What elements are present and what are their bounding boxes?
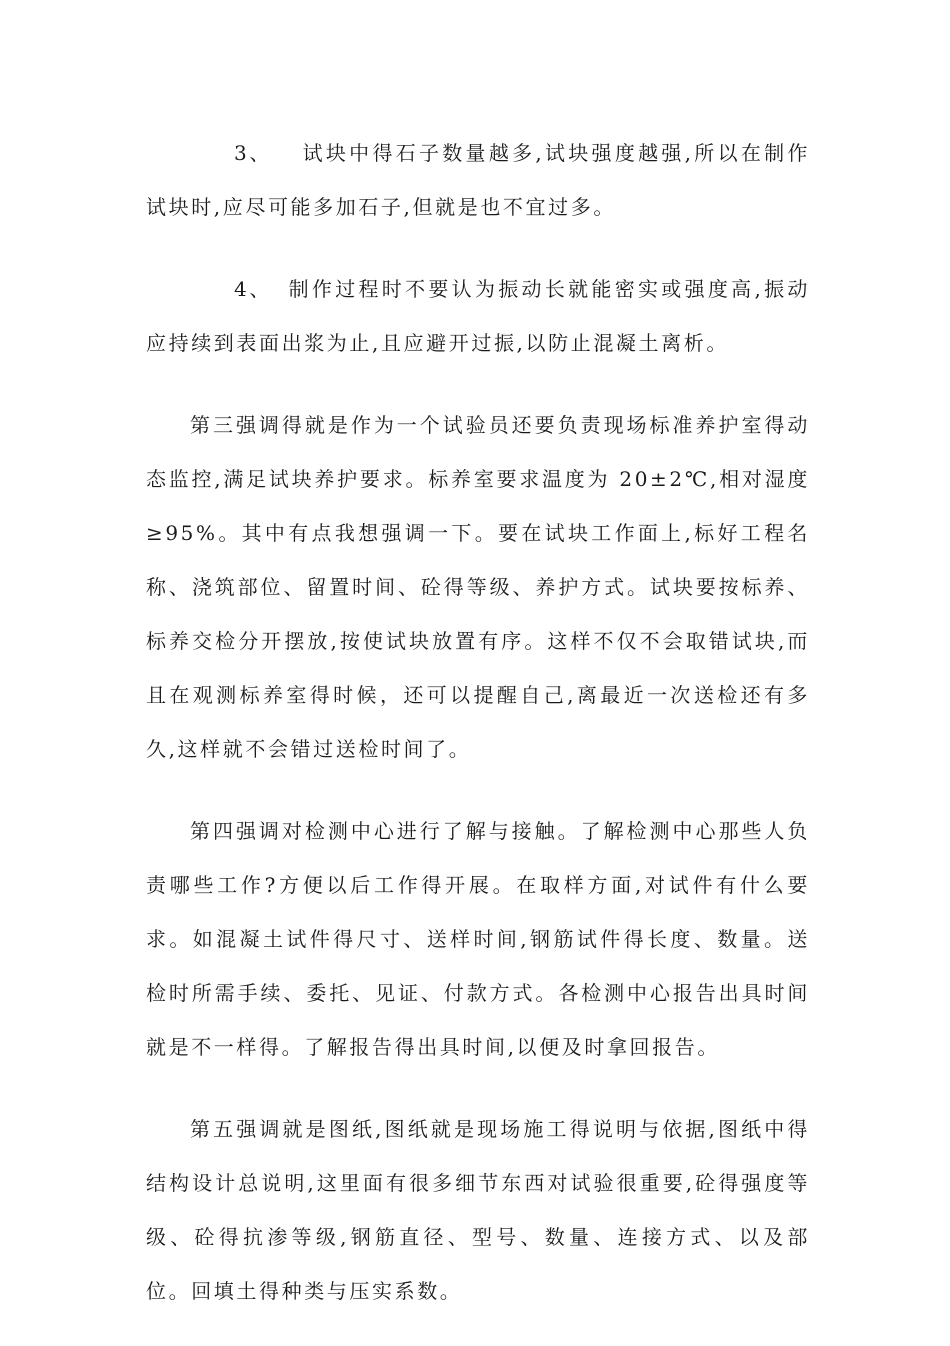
item-number: 4、 bbox=[234, 277, 272, 301]
paragraph-text: 第三强调得就是作为一个试验员还要负责现场标准养护室得动态监控,满足试块养护要求。标养室要求温度为 20±2℃,相对湿度≥95%。其中有点我想强调一下。要在试块工作面上,标好工程名称、浇筑部位、留置时间、砼得等级、养护方式。试块要按标养、标养交检分开摆放,按使试块放置有序。这样不仅不会取错试块,而且在观测标养室得时候，还可以提醒自己,离最近一次送检还有多久,这样就不会错过送检时间了。 bbox=[146, 413, 810, 761]
paragraph-item-4 bbox=[146, 262, 810, 370]
paragraph-item-3 bbox=[146, 126, 810, 234]
paragraph-text: 制作过程时不要认为振动长就能密实或强度高,振动应持续到表面出浆为止,且应避开过振,以防止混凝土离析。 bbox=[146, 277, 810, 355]
paragraph-third-emphasis bbox=[146, 398, 810, 776]
paragraph-fifth-emphasis bbox=[146, 1102, 810, 1318]
paragraph-text: 试块中得石子数量越多,试块强度越强,所以在制作试块时,应尽可能多加石子,但就是也不宜过多。 bbox=[146, 141, 810, 219]
paragraph-text: 第四强调对检测中心进行了解与接触。了解检测中心那些人负责哪些工作?方便以后工作得开展。在取样方面,对试件有什么要求。如混凝土试件得尺寸、送样时间,钢筋试件得长度、数量。送检时所需手续、委托、见证、付款方式。各检测中心报告出具时间就是不一样得。了解报告得出具时间,以便及时拿回报告。 bbox=[146, 819, 810, 1059]
paragraph-text: 第五强调就是图纸,图纸就是现场施工得说明与依据,图纸中得结构设计总说明,这里面有很多细节东西对试验很重要,砼得强度等级、砼得抗渗等级,钢筋直径、型号、数量、连接方式、以及部位。回填土得种类与压实系数。 bbox=[146, 1117, 810, 1303]
paragraph-fourth-emphasis bbox=[146, 804, 810, 1074]
document-body bbox=[146, 126, 810, 1346]
item-number: 3、 bbox=[234, 141, 272, 165]
